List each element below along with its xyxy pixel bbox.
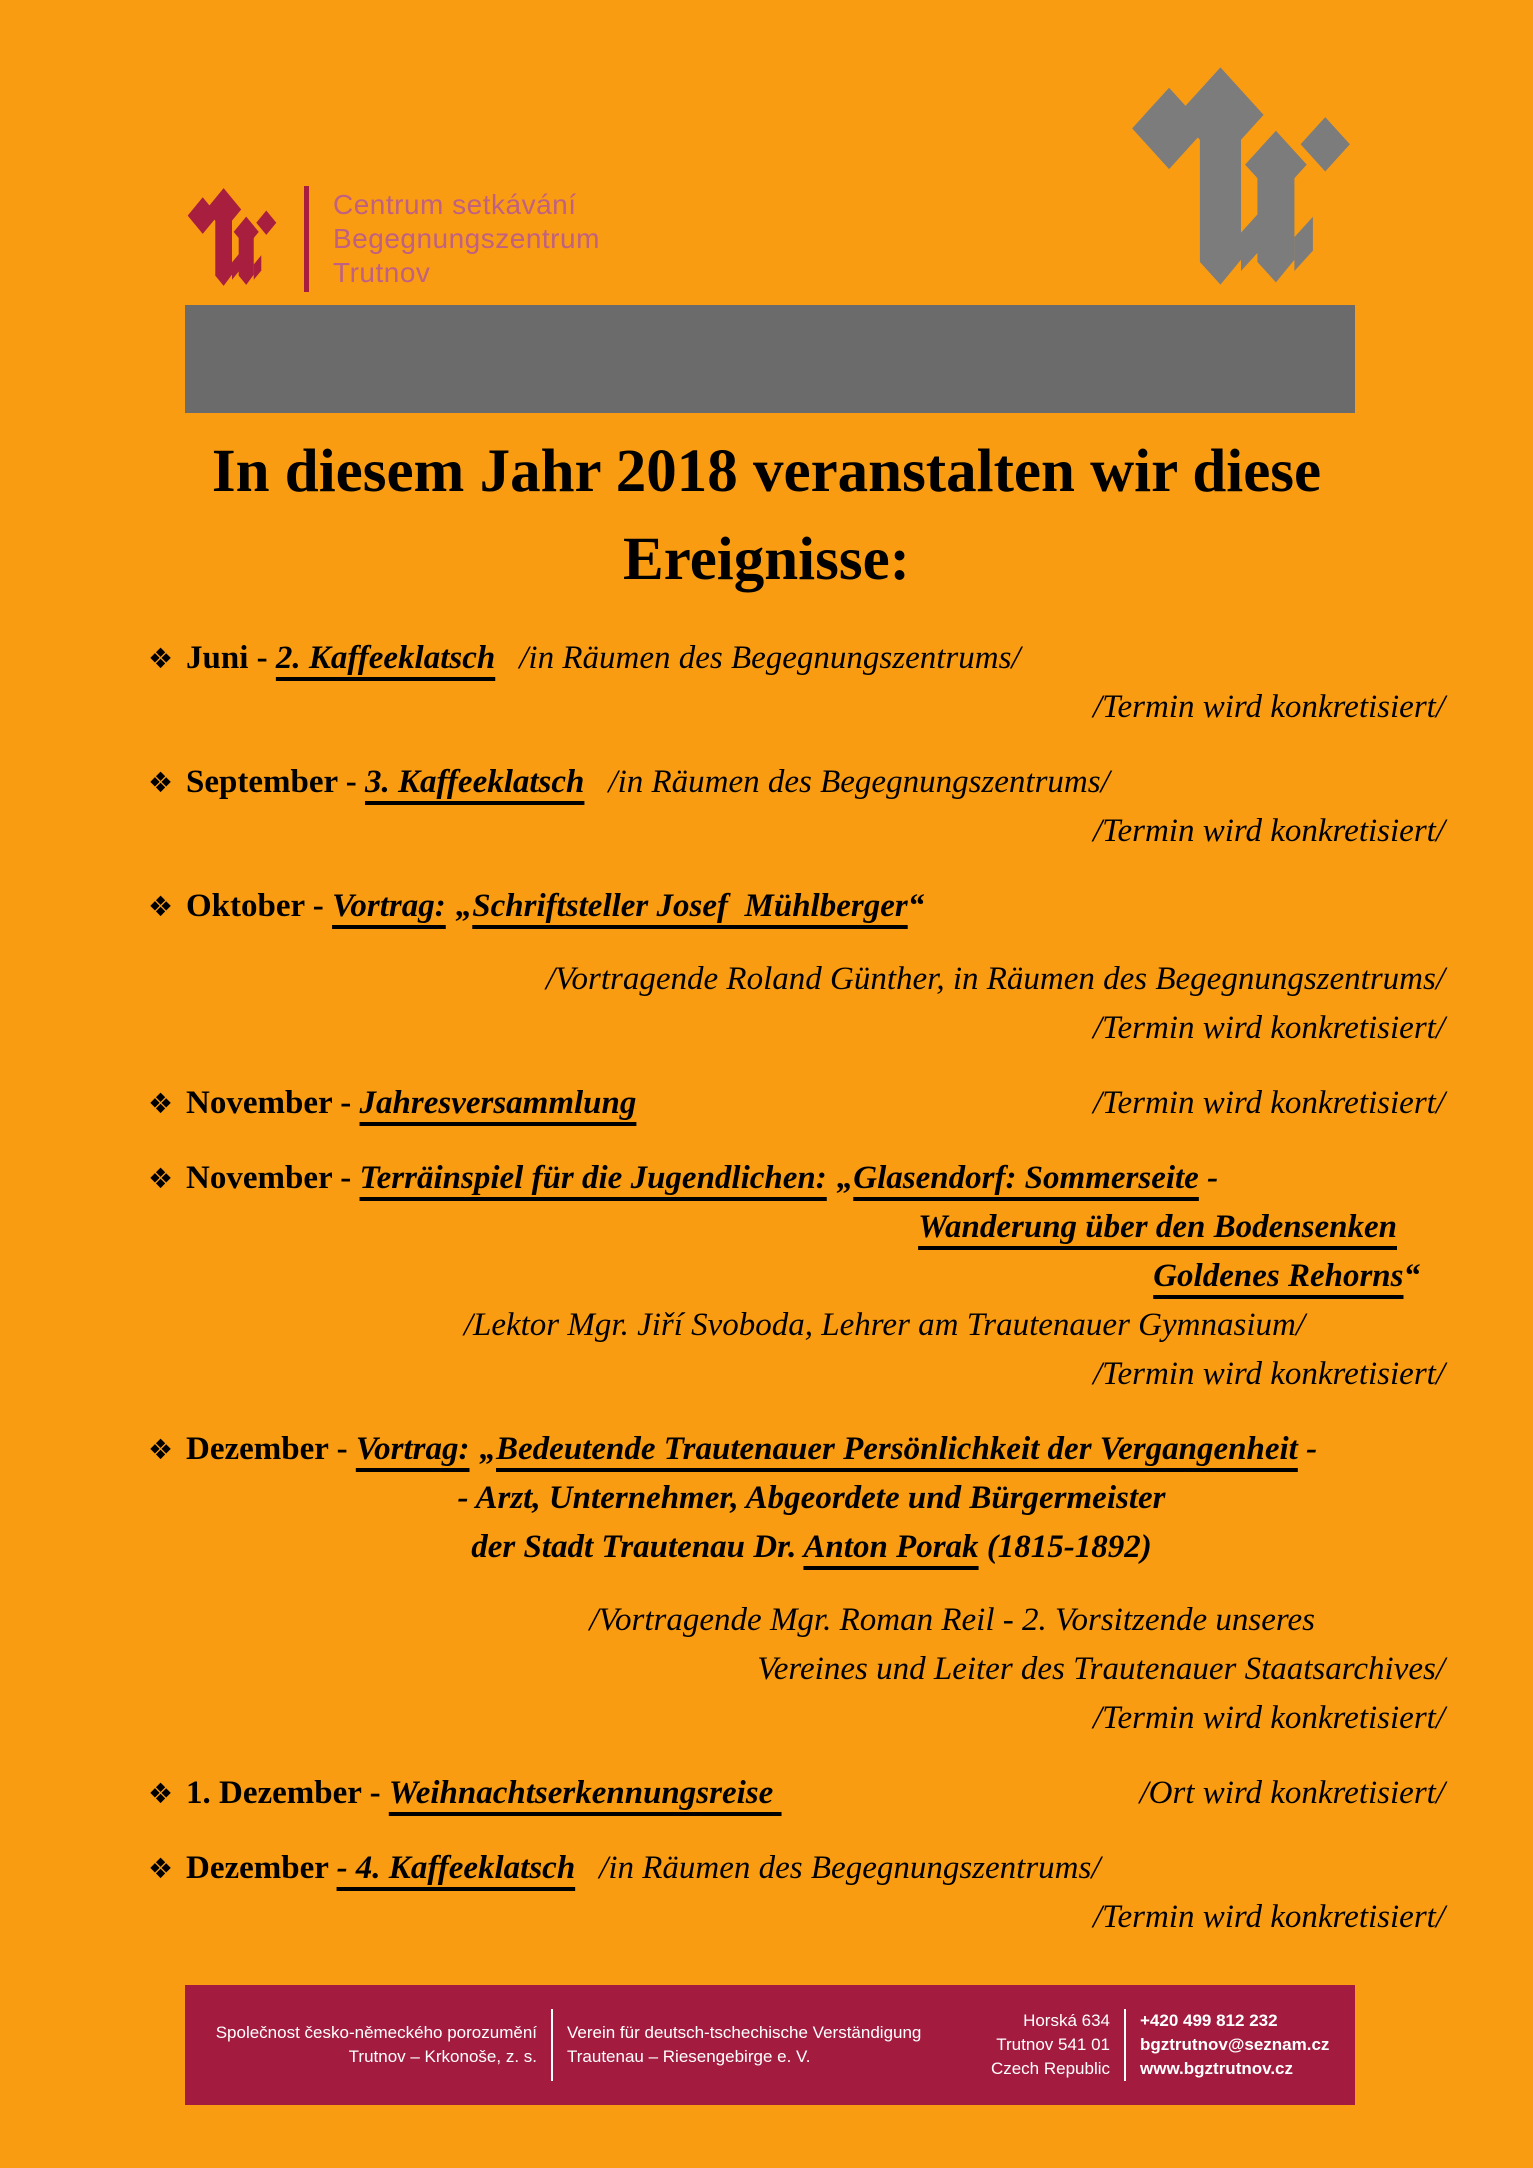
event-title: - 4. Kaffeeklatsch (336, 1850, 576, 1886)
quote-open: „ (479, 1431, 497, 1467)
dash: - (1198, 1160, 1219, 1196)
event-month: November - (186, 1085, 360, 1121)
event-month: Dezember - (186, 1431, 356, 1467)
event-venue: /in Räumen des Begegnungszentrums/ (608, 764, 1110, 800)
event-termin-note: /Termin wird konkretisiert/ (1092, 1085, 1445, 1121)
footer-divider (1124, 2009, 1126, 2081)
event-type: Terräinspiel für die Jugendlichen: (359, 1160, 827, 1196)
event-title: Jahresversammlung (359, 1085, 637, 1121)
event-month: Juni - (186, 640, 276, 676)
event-speaker-note-line2: Vereines und Leiter des Trautenauer Staatsarchives/ (757, 1651, 1445, 1687)
event-title-line1: Bedeutende Trautenauer Persönlichkeit der Vergangenheit (496, 1431, 1298, 1467)
event-speaker-note-line1: /Vortragende Mgr. Roman Reil - 2. Vorsitzende unseres (589, 1602, 1315, 1638)
event-month: Dezember (186, 1850, 337, 1886)
event-item-september (148, 758, 1445, 856)
bullet-icon: ❖ (148, 890, 174, 923)
event-type: Vortrag: (355, 1431, 470, 1467)
event-item-dezember-kaffeeklatsch (148, 1844, 1445, 1942)
event-item-november-terrainspiel (148, 1154, 1445, 1399)
event-termin-note: /Termin wird konkretisiert/ (1092, 1356, 1445, 1392)
page-title-line1: In diesem Jahr 2018 veranstalten wir diese (211, 438, 1322, 505)
brand-name-line: Trutnov (333, 257, 431, 288)
event-termin-note: /Termin wird konkretisiert/ (1092, 1700, 1445, 1736)
event-line (148, 882, 1445, 931)
footer-bar (185, 1985, 1355, 2105)
event-item-november-jahresversammlung (148, 1079, 1445, 1128)
footer-org-cz-line2: Trutnov – Krkonoše, z. s. (348, 2047, 537, 2066)
footer-phone: +420 499 812 232 (1140, 2011, 1278, 2030)
bullet-icon: ❖ (148, 642, 174, 675)
event-line (148, 1079, 1445, 1128)
bullet-icon: ❖ (148, 1777, 174, 1810)
quote-open: „ (836, 1160, 854, 1196)
brand-lockup (186, 183, 600, 295)
event-venue: /in Räumen des Begegnungszentrums/ (519, 640, 1021, 676)
event-title-line2: - Arzt, Unternehmer, Abgeordete und Bürgermeister (457, 1480, 1166, 1516)
event-item-oktober (148, 882, 1445, 1053)
event-title: Schriftsteller Josef Mühlberger (472, 888, 908, 924)
footer-org-de (567, 2021, 921, 2069)
event-ort-note: /Ort wird konkretisiert/ (1139, 1775, 1445, 1811)
event-termin-note: /Termin wird konkretisiert/ (1092, 689, 1445, 725)
event-speaker-note: /Lektor Mgr. Jiří Svoboda, Lehrer am Trautenauer Gymnasium/ (463, 1307, 1305, 1343)
event-title-line1: Glasendorf: Sommerseite (853, 1160, 1199, 1196)
event-termin-note: /Termin wird konkretisiert/ (1092, 1899, 1445, 1935)
event-main (148, 1769, 782, 1818)
quote-close: “ (907, 888, 925, 924)
event-item-dezember-weihnachtsreise (148, 1769, 1445, 1818)
event-line (148, 634, 1445, 683)
footer-org-cz-line1: Společnost česko-německého porozumění (215, 2023, 537, 2042)
brand-name (333, 188, 600, 290)
event-title: 3. Kaffeeklatsch (365, 764, 585, 800)
dash: - (1297, 1431, 1318, 1467)
person-name: Anton Porak (803, 1529, 979, 1565)
event-title-line2: Wanderung über den Bodensenken (918, 1209, 1397, 1245)
event-title: Weihnachtserkennungsreise (388, 1775, 782, 1811)
page-title (0, 428, 1533, 604)
event-title-line3: der Stadt Trautenau Dr. Anton Porak (1815-1892) (471, 1529, 1152, 1565)
brand-divider (304, 186, 309, 292)
event-month: November - (186, 1160, 360, 1196)
footer-contact (1140, 2009, 1355, 2081)
event-line (148, 1769, 1445, 1818)
bullet-icon: ❖ (148, 1852, 174, 1885)
event-main (148, 1079, 636, 1128)
brand-tr-logo-icon (186, 183, 278, 295)
event-type: Vortrag: (332, 888, 446, 924)
event-item-dezember-vortrag (148, 1425, 1445, 1743)
quote-open: „ (455, 888, 473, 924)
footer-address (991, 2009, 1110, 2081)
bullet-icon: ❖ (148, 1433, 174, 1466)
footer-org-de-line1: Verein für deutsch-tschechische Verständigung (567, 2023, 922, 2042)
event-line (148, 1154, 1445, 1203)
event-month: September - (186, 764, 366, 800)
brand-name-line: Centrum setkávání (333, 189, 577, 220)
bullet-icon: ❖ (148, 1087, 174, 1120)
event-item-juni (148, 634, 1445, 732)
page-title-line2: Ereignisse: (623, 526, 910, 593)
event-month: Oktober - (186, 888, 333, 924)
footer-address-line1: Horská 634 (1023, 2011, 1110, 2030)
event-venue: /in Räumen des Begegnungszentrums/ (599, 1850, 1101, 1886)
brand-name-line: Begegnungszentrum (333, 223, 600, 254)
header-gray-bar (185, 305, 1355, 413)
footer-org-cz (185, 2021, 537, 2069)
event-list (148, 634, 1445, 1968)
event-line (148, 1425, 1445, 1474)
event-termin-note: /Termin wird konkretisiert/ (1092, 813, 1445, 849)
bullet-icon: ❖ (148, 766, 174, 799)
footer-address-line3: Czech Republic (990, 2059, 1110, 2078)
quote-close: “ (1403, 1258, 1420, 1294)
event-termin-note: /Termin wird konkretisiert/ (1092, 1010, 1445, 1046)
footer-email: bgztrutnov@seznam.cz (1140, 2035, 1330, 2054)
event-line (148, 758, 1445, 807)
event-month: 1. Dezember - (186, 1775, 389, 1811)
bullet-icon: ❖ (148, 1162, 174, 1195)
event-speaker-note: /Vortragende Roland Günther, in Räumen des Begegnungszentrums/ (545, 961, 1445, 997)
event-title-line3: Goldenes Rehorns“ (1153, 1258, 1420, 1294)
footer-divider (551, 2009, 553, 2081)
watermark-tr-logo-icon (1128, 56, 1354, 305)
footer-address-line2: Trutnov 541 01 (996, 2035, 1110, 2054)
event-line (148, 1844, 1445, 1893)
footer-website: www.bgztrutnov.cz (1140, 2059, 1293, 2078)
event-title: 2. Kaffeeklatsch (275, 640, 496, 676)
footer-org-de-line2: Trautenau – Riesengebirge e. V. (567, 2047, 811, 2066)
